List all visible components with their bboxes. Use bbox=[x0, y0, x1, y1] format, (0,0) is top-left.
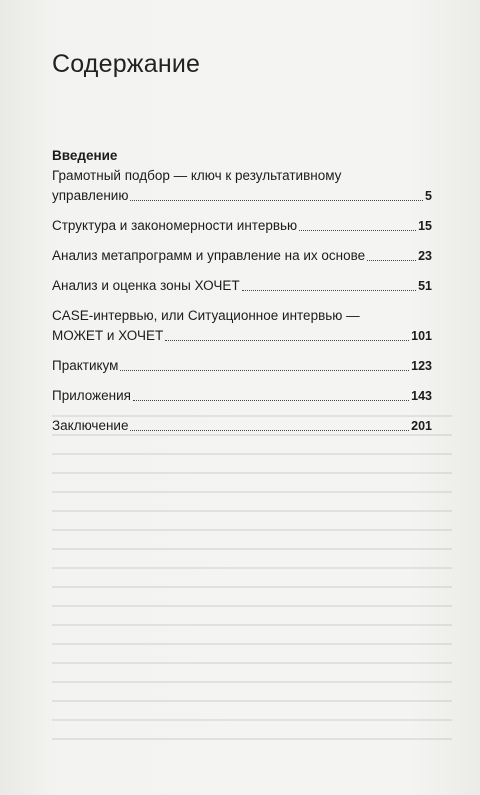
toc-entry-line: Грамотный подбор — ключ к результативному bbox=[52, 168, 342, 183]
toc-entry bbox=[52, 306, 432, 346]
toc-entry bbox=[52, 276, 432, 296]
page-title: Содержание bbox=[52, 50, 201, 78]
toc-entry-text: управлению bbox=[52, 188, 129, 203]
dot-leader bbox=[120, 370, 409, 371]
dot-leader bbox=[299, 230, 416, 231]
toc-entry-line: CASE-интервью, или Ситуационное интервью — bbox=[52, 308, 360, 323]
page-number: 201 bbox=[411, 419, 432, 433]
toc-entry bbox=[52, 166, 432, 206]
page-number: 23 bbox=[418, 249, 432, 263]
dot-leader bbox=[130, 200, 423, 201]
page-number: 101 bbox=[411, 329, 432, 343]
section-heading: Введение bbox=[52, 148, 118, 163]
page-number: 5 bbox=[425, 189, 432, 203]
toc-entry-text: Анализ метапрограмм и управление на их основе bbox=[52, 248, 366, 263]
page-number: 51 bbox=[418, 279, 432, 293]
toc-entry-text: Заключение bbox=[52, 418, 129, 433]
toc-entry-text: Анализ и оценка зоны ХОЧЕТ bbox=[52, 278, 240, 293]
toc-entry-text: МОЖЕТ и ХОЧЕТ bbox=[52, 328, 164, 343]
page-number: 123 bbox=[411, 359, 432, 373]
toc-entry-text: Приложения bbox=[52, 388, 131, 403]
page-number: 15 bbox=[418, 219, 432, 233]
dot-leader bbox=[165, 340, 409, 341]
bleed-through-texture bbox=[52, 415, 452, 775]
table-of-contents bbox=[52, 148, 432, 446]
dot-leader bbox=[367, 260, 416, 261]
toc-entry bbox=[52, 416, 432, 436]
page-number: 143 bbox=[411, 389, 432, 403]
toc-entry bbox=[52, 246, 432, 266]
toc-entry bbox=[52, 356, 432, 376]
dot-leader bbox=[130, 430, 409, 431]
dot-leader bbox=[242, 290, 416, 291]
toc-entry bbox=[52, 386, 432, 406]
toc-entry bbox=[52, 216, 432, 236]
toc-entry-text: Практикум bbox=[52, 358, 119, 373]
dot-leader bbox=[133, 400, 409, 401]
toc-entry-text: Структура и закономерности интервью bbox=[52, 218, 298, 233]
